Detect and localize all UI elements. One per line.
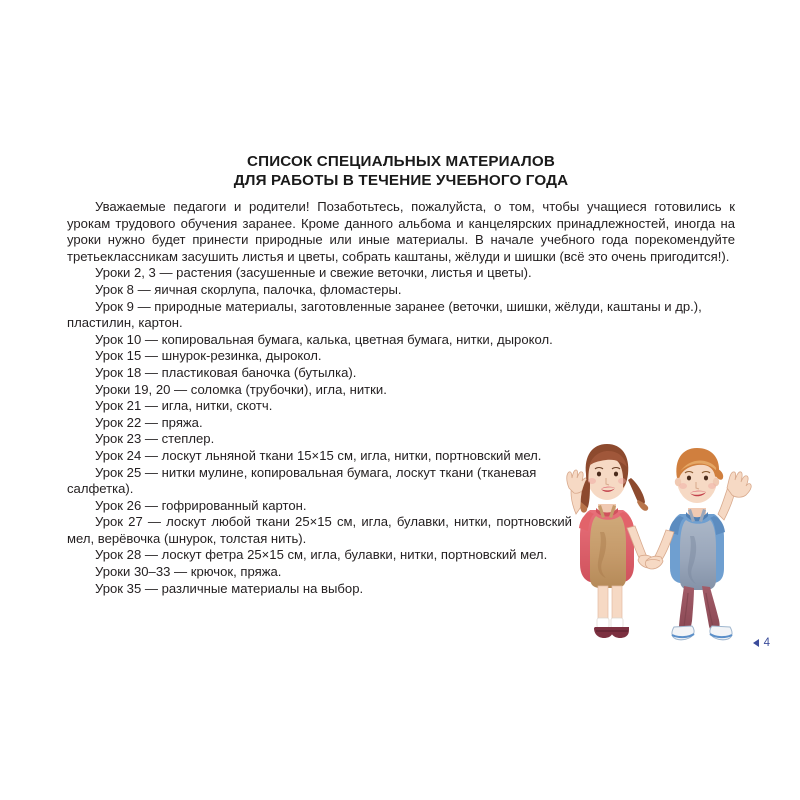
list-item: Урок 9 — природные материалы, заготовленные заранее (веточки, шишки, жёлуди, каштаны и др.), пластилин, картон. — [67, 298, 702, 331]
article-body — [67, 152, 735, 597]
list-item: Урок 10 — копировальная бумага, калька, цветная бумага, нитки, дырокол. — [95, 331, 553, 347]
list-item: Урок 28 — лоскут фетра 25×15 см, игла, булавки, нитки, портновский мел. — [95, 547, 548, 563]
list-item: Урок 25 — нитки мулине, копировальная бумага, лоскут ткани (тканевая салфетка). — [67, 464, 537, 497]
list-item: Урок 35 — различные материалы на выбор. — [95, 580, 364, 596]
intro-paragraph: Уважаемые педагоги и родители! Позаботьтесь, пожалуйста, о том, чтобы учащиеся готовились к урокам трудового обучения заранее. Кроме данного альбома и канцелярских принадлежностей, иногда на уроки нужно будет принести природные или иные материалы. В начале учебного года порекомендуйте третьеклассникам засушить листья и цветы, собрать каштаны, жёлуди и шишки (всё это очень пригодится!). — [67, 199, 735, 264]
page-number: 4 — [763, 637, 770, 649]
materials-list — [67, 265, 735, 597]
list-item: Урок 24 — лоскут льняной ткани 15×15 см, игла, нитки, портновский мел. — [95, 447, 542, 463]
page-folio — [753, 637, 770, 649]
list-item: Урок 21 — игла, нитки, скотч. — [95, 398, 273, 414]
list-item: Урок 18 — пластиковая баночка (бутылка). — [95, 364, 357, 380]
page-title-line-1: СПИСОК СПЕЦИАЛЬНЫХ МАТЕРИАЛОВ — [247, 153, 555, 170]
page-title — [67, 152, 735, 190]
list-item: Урок 22 — пряжа. — [95, 414, 203, 430]
list-item: Урок 27 — лоскут любой ткани 25×15 см, игла, булавки, нитки, портновский мел, верёвочка (шнурок, толстая нить). — [67, 514, 572, 546]
list-item: Уроки 2, 3 — растения (засушенные и свежие веточки, листья и цветы). — [95, 265, 532, 281]
list-item: Урок 26 — гофрированный картон. — [95, 497, 307, 513]
left-triangle-icon — [753, 639, 759, 647]
list-item: Урок 23 — степлер. — [95, 431, 215, 447]
list-item: Урок 15 — шнурок-резинка, дырокол. — [95, 348, 322, 364]
list-item: Уроки 19, 20 — соломка (трубочки), игла, нитки. — [95, 381, 387, 397]
list-item: Урок 8 — яичная скорлупа, палочка, фломастеры. — [95, 281, 402, 297]
page-title-line-2: ДЛЯ РАБОТЫ В ТЕЧЕНИЕ УЧЕБНОГО ГОДА — [233, 172, 569, 189]
list-item: Уроки 30–33 — крючок, пряжа. — [95, 564, 282, 580]
